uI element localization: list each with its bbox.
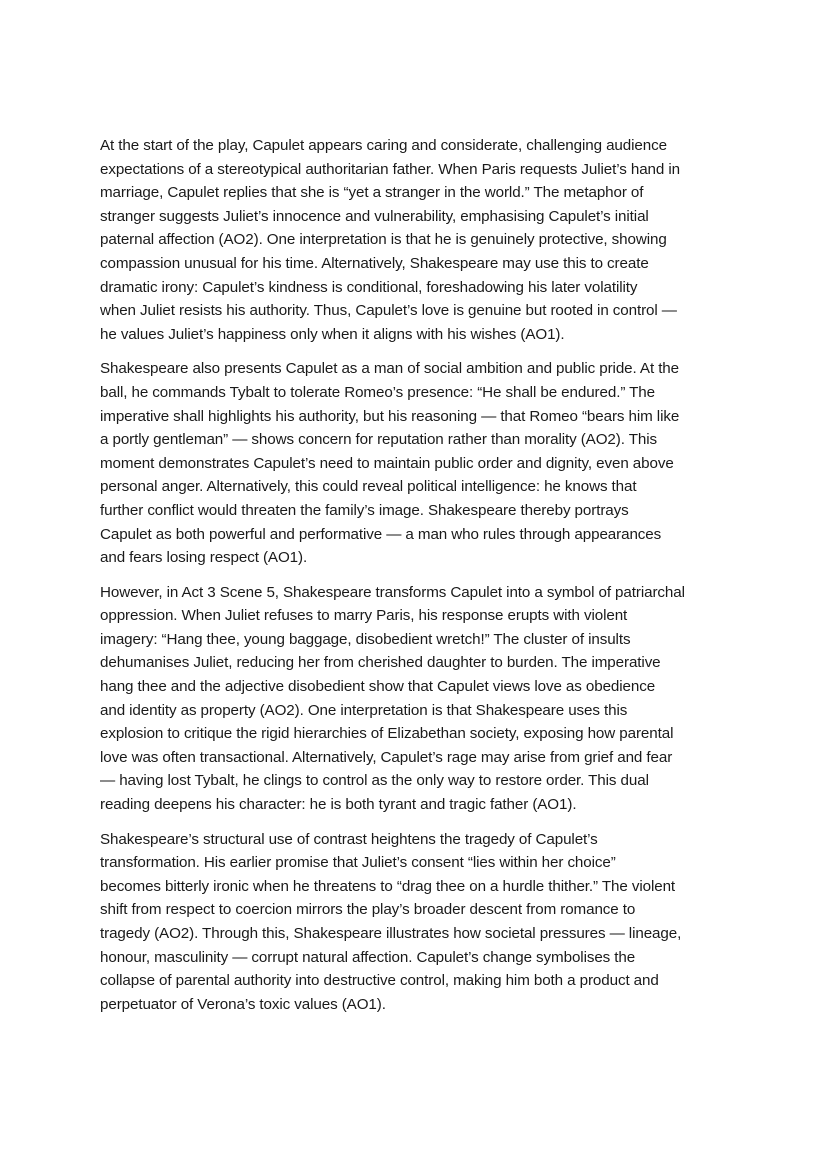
paragraph-line: and identity as property (AO2). One interpretation is that Shakespeare uses this [100, 701, 628, 719]
essay-body [100, 134, 728, 1027]
paragraph-line: honour, masculinity — corrupt natural affection. Capulet’s change symbolises the [100, 948, 636, 966]
paragraph-line: when Juliet resists his authority. Thus, Capulet’s love is genuine but rooted in control — [100, 302, 677, 320]
essay-paragraph [100, 134, 728, 346]
paragraph-line: transformation. His earlier promise that Juliet’s consent “lies within her choice” [100, 854, 616, 872]
paragraph-line: shift from respect to coercion mirrors the play’s broader descent from romance to [100, 901, 636, 919]
paragraph-line: dramatic irony: Capulet’s kindness is conditional, foreshadowing his later volatility [100, 278, 638, 296]
paragraph-line: Shakespeare’s structural use of contrast heightens the tragedy of Capulet’s [100, 830, 598, 848]
paragraph-line: becomes bitterly ironic when he threatens to “drag thee on a hurdle thither.” The violent [100, 877, 676, 895]
paragraph-line: Capulet as both powerful and performative — a man who rules through appearances [100, 525, 662, 543]
paragraph-line: Shakespeare also presents Capulet as a man of social ambition and public pride. At the [100, 360, 680, 378]
paragraph-line: dehumanises Juliet, reducing her from cherished daughter to burden. The imperative [100, 654, 661, 672]
paragraph-line: — having lost Tybalt, he clings to control as the only way to restore order. This dual [100, 772, 649, 790]
paragraph-line: collapse of parental authority into destructive control, making him both a product and [100, 972, 659, 990]
paragraph-line: perpetuator of Verona’s toxic values (AO1). [100, 995, 386, 1013]
paragraph-line: oppression. When Juliet refuses to marry Paris, his response erupts with violent [100, 607, 628, 625]
paragraph-line: tragedy (AO2). Through this, Shakespeare illustrates how societal pressures — lineage, [100, 925, 682, 942]
paragraph-line: personal anger. Alternatively, this could reveal political intelligence: he knows that [100, 478, 637, 496]
paragraph-line: expectations of a stereotypical authoritarian father. When Paris requests Juliet’s hand in [100, 160, 680, 178]
paragraph-line: hang thee and the adjective disobedient show that Capulet views love as obedience [100, 678, 656, 696]
paragraph-line: At the start of the play, Capulet appears caring and considerate, challenging audience [100, 137, 667, 154]
paragraph-line: explosion to critique the rigid hierarchies of Elizabethan society, exposing how parental [100, 725, 674, 743]
paragraph-line: further conflict would threaten the family’s image. Shakespeare thereby portrays [100, 501, 629, 519]
paragraph-line: a portly gentleman” — shows concern for reputation rather than morality (AO2). This [100, 431, 657, 449]
paragraph-line: imperative shall highlights his authority, but his reasoning — that Romeo “bears him like [100, 407, 680, 425]
paragraph-line: he values Juliet’s happiness only when it aligns with his wishes (AO1). [100, 325, 565, 343]
essay-paragraph [100, 581, 728, 817]
paragraph-line: moment demonstrates Capulet’s need to maintain public order and dignity, even above [100, 454, 674, 472]
paragraph-line: imagery: “Hang thee, young baggage, disobedient wretch!” The cluster of insults [100, 630, 631, 648]
paragraph-line: marriage, Capulet replies that she is “yet a stranger in the world.” The metaphor of [100, 184, 644, 202]
essay-paragraph [100, 828, 728, 1017]
paragraph-line: and fears losing respect (AO1). [100, 549, 308, 567]
paragraph-line: love was often transactional. Alternatively, Capulet’s rage may arise from grief and fear [100, 748, 673, 766]
paragraph-line: compassion unusual for his time. Alternatively, Shakespeare may use this to create [100, 254, 649, 272]
paragraph-line: reading deepens his character: he is both tyrant and tragic father (AO1). [100, 796, 577, 814]
paragraph-line: stranger suggests Juliet’s innocence and vulnerability, emphasising Capulet’s initial [100, 207, 649, 225]
paragraph-line: However, in Act 3 Scene 5, Shakespeare transforms Capulet into a symbol of patriarchal [100, 583, 685, 601]
essay-paragraph [100, 357, 728, 569]
paragraph-line: paternal affection (AO2). One interpretation is that he is genuinely protective, showing [100, 231, 667, 249]
paragraph-line: ball, he commands Tybalt to tolerate Romeo’s presence: “He shall be endured.” The [100, 383, 655, 401]
